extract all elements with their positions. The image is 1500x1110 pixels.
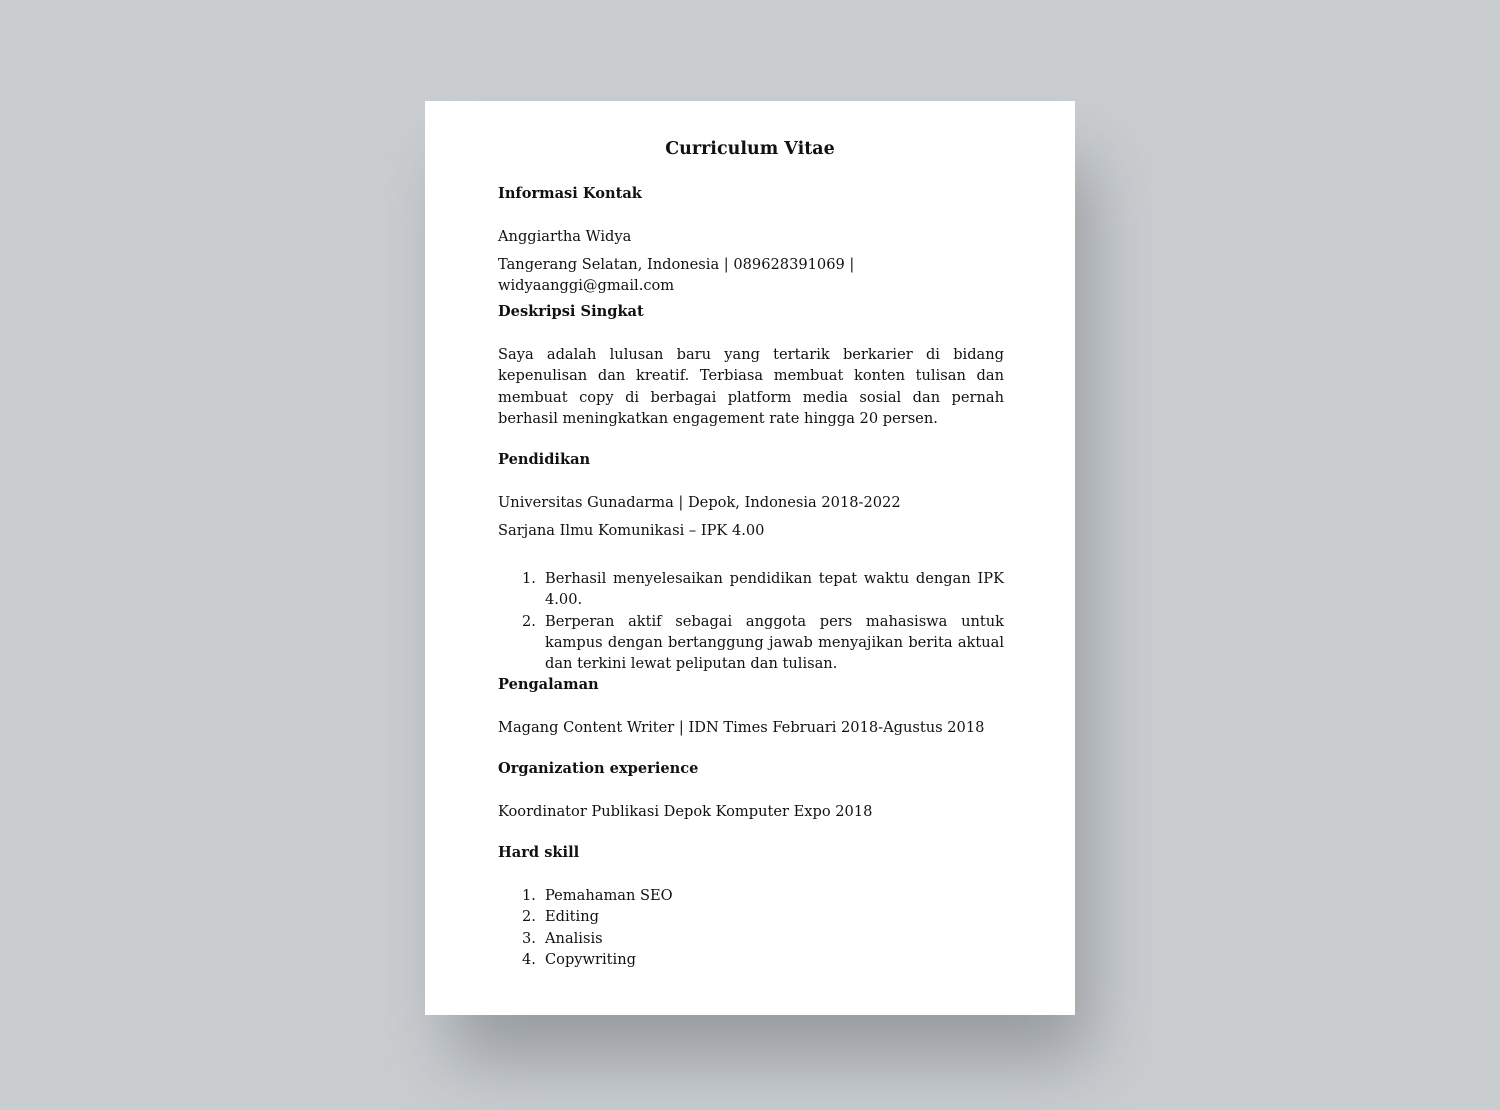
contact-body [498,226,1004,296]
list-number: 1. [522,570,536,587]
hard-skill-body [498,885,1004,970]
organization-heading: Organization experience [498,760,699,777]
education-list [498,568,1004,674]
description-body [498,344,1004,429]
organization-section [498,760,1004,777]
experience-text: Magang Content Writer | IDN Times Februari 2018-Agustus 2018 [498,719,985,736]
list-item [498,611,1004,675]
hard-skill-section [498,844,1004,861]
list-item [498,928,1004,949]
page-title: Curriculum Vitae [665,139,835,159]
description-text: Saya adalah lulusan baru yang tertarik berkarier di bidang kepenulisan dan kreatif. Terbiasa membuat konten tulisan dan membuat copy di berbagai platform media sosial dan pernah berhasil meningkatkan engagement rate hingga 20 persen. [498,346,1004,427]
list-text: Editing [545,908,599,926]
contact-section [498,185,1004,202]
list-text: Pemahaman SEO [545,887,673,904]
education-degree: Sarjana Ilmu Komunikasi – IPK 4.00 [498,522,765,539]
education-body [498,492,1004,541]
contact-name: Anggiartha Widya [498,228,632,245]
list-item [498,906,1004,927]
list-number: 3. [522,929,536,947]
list-number: 4. [522,950,536,968]
list-item [498,949,1004,970]
list-item [498,885,1004,906]
list-text: Berhasil menyelesaikan pendidikan tepat waktu dengan IPK 4.00. [545,570,1004,609]
education-school: Universitas Gunadarma | Depok, Indonesia 2018-2022 [498,494,901,511]
description-section [498,303,1004,320]
list-item [498,568,1004,611]
cv-page [425,101,1075,1015]
list-number: 1. [522,887,536,904]
contact-details: Tangerang Selatan, Indonesia | 089628391069 | widyaanggi@gmail.com [498,256,855,294]
list-text: Copywriting [545,950,636,968]
contact-heading: Informasi Kontak [498,185,642,202]
organization-text: Koordinator Publikasi Depok Komputer Expo 2018 [498,803,873,820]
education-section [498,451,1004,468]
hard-skill-list [498,885,1004,970]
list-number: 2. [522,612,536,630]
list-text: Analisis [545,929,603,947]
experience-body [498,717,1004,738]
organization-body [498,801,1004,822]
experience-heading: Pengalaman [498,676,599,693]
education-achievements [498,568,1004,674]
experience-section [498,676,1004,693]
description-heading: Deskripsi Singkat [498,303,644,320]
education-heading: Pendidikan [498,451,591,468]
list-number: 2. [522,908,536,926]
hard-skill-heading: Hard skill [498,844,580,861]
list-text: Berperan aktif sebagai anggota pers mahasiswa untuk kampus dengan bertanggung jawab menyajikan berita aktual dan terkini lewat peliputan dan tulisan. [545,612,1004,673]
